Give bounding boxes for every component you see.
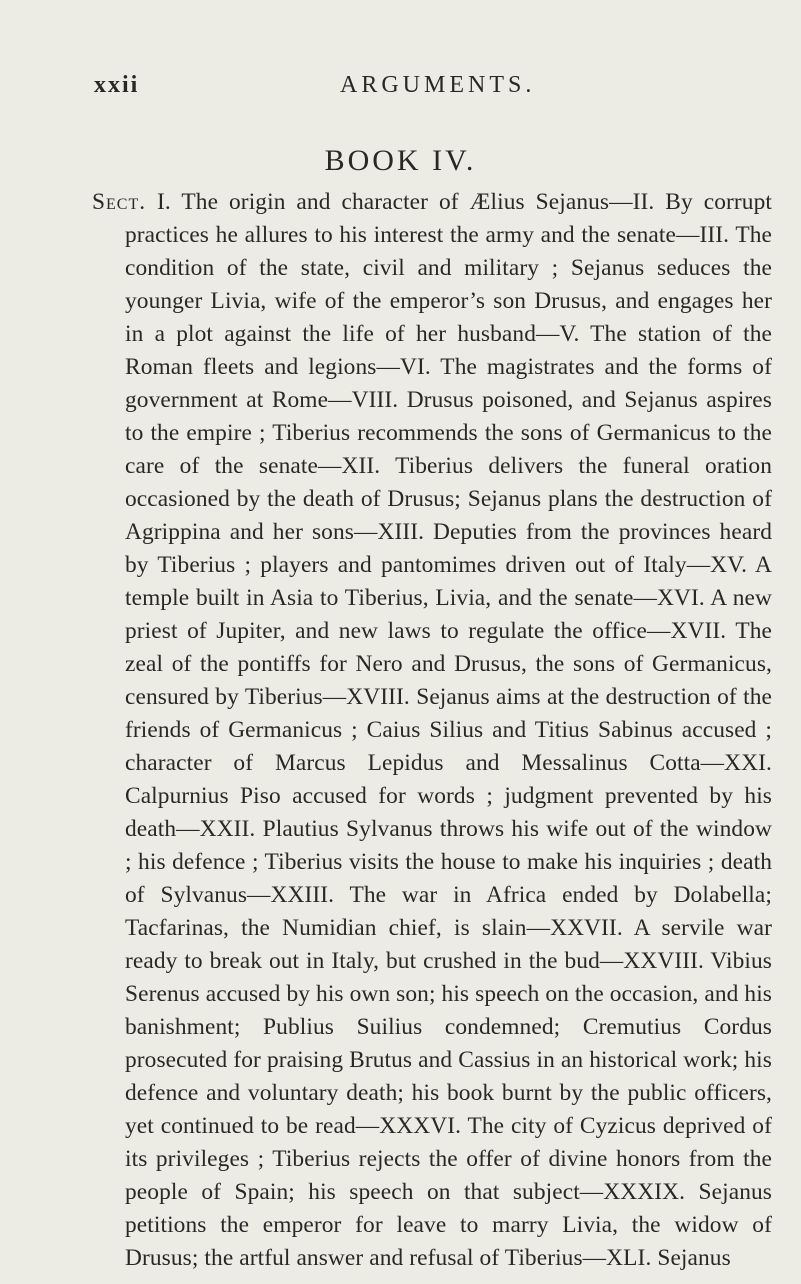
argument-paragraph — [92, 186, 772, 1275]
book-heading: BOOK IV. — [324, 144, 477, 177]
running-head — [0, 72, 801, 112]
running-title: ARGUMENTS. — [340, 72, 536, 98]
argument-text: I. The origin and character of Ælius Sejanus—II. By corrupt practices he allures to his interest the army and the senate—III. The condition of the state, civil and military ; Sejanus seduces the younger Livia, wife of the emperor’s son Drusus, and engages her in a plot against the life of her husband—V. The station of the Roman fleets and legions—VI. The magistrates and the forms of government at Rome—VIII. Drusus poisoned, and Sejanus aspires to the empire ; Tiberius recommends the sons of Germanicus to the care of the senate—XII. Tiberius delivers the funeral oration occasioned by the death of Drusus; Sejanus plans the destruction of Agrippina and her sons—XIII. Deputies from the provinces heard by Tiberius ; players and pantomimes driven out of Italy—XV. A temple built in Asia to Tiberius, Livia, and the senate—XVI. A new priest of Jupiter, and new laws to regulate the office—XVII. The zeal of the pontiffs for Nero and Drusus, the sons of Germanicus, censured by Tiberius—XVIII. Sejanus aims at the destruction of the friends of Germanicus ; Caius Silius and Titius Sabinus accused ; character of Marcus Lepidus and Messalinus Cotta—XXI. Calpurnius Piso accused for words ; judgment prevented by his death—XXII. Plautius Sylvanus throws his wife out of the window ; his defence ; Tiberius visits the house to make his inquiries ; death of Sylvanus—XXIII. The war in Africa ended by Dolabella; Tacfarinas, the Numidian chief, is slain—XXVII. A servile war ready to break out in Italy, but crushed in the bud—XXVIII. Vibius Serenus accused by his own son; his speech on the occasion, and his banishment; Publius Suilius condemned; Cremutius Cordus prosecuted for praising Brutus and Cassius in an historical work; his defence and voluntary death; his book burnt by the public officers, yet continued to be read—XXXVI. The city of Cyzicus deprived of its privileges ; Tiberius rejects the offer of divine honors from the people of Spain; his speech on that subject—XXXIX. Sejanus petitions the emperor for leave to marry Livia, the widow of Drusus; the artful answer and refusal of Tiberius—XLI. Sejanus — [125, 189, 772, 1271]
page-number: xxii — [94, 72, 140, 98]
section-label: Sect. — [92, 189, 147, 215]
